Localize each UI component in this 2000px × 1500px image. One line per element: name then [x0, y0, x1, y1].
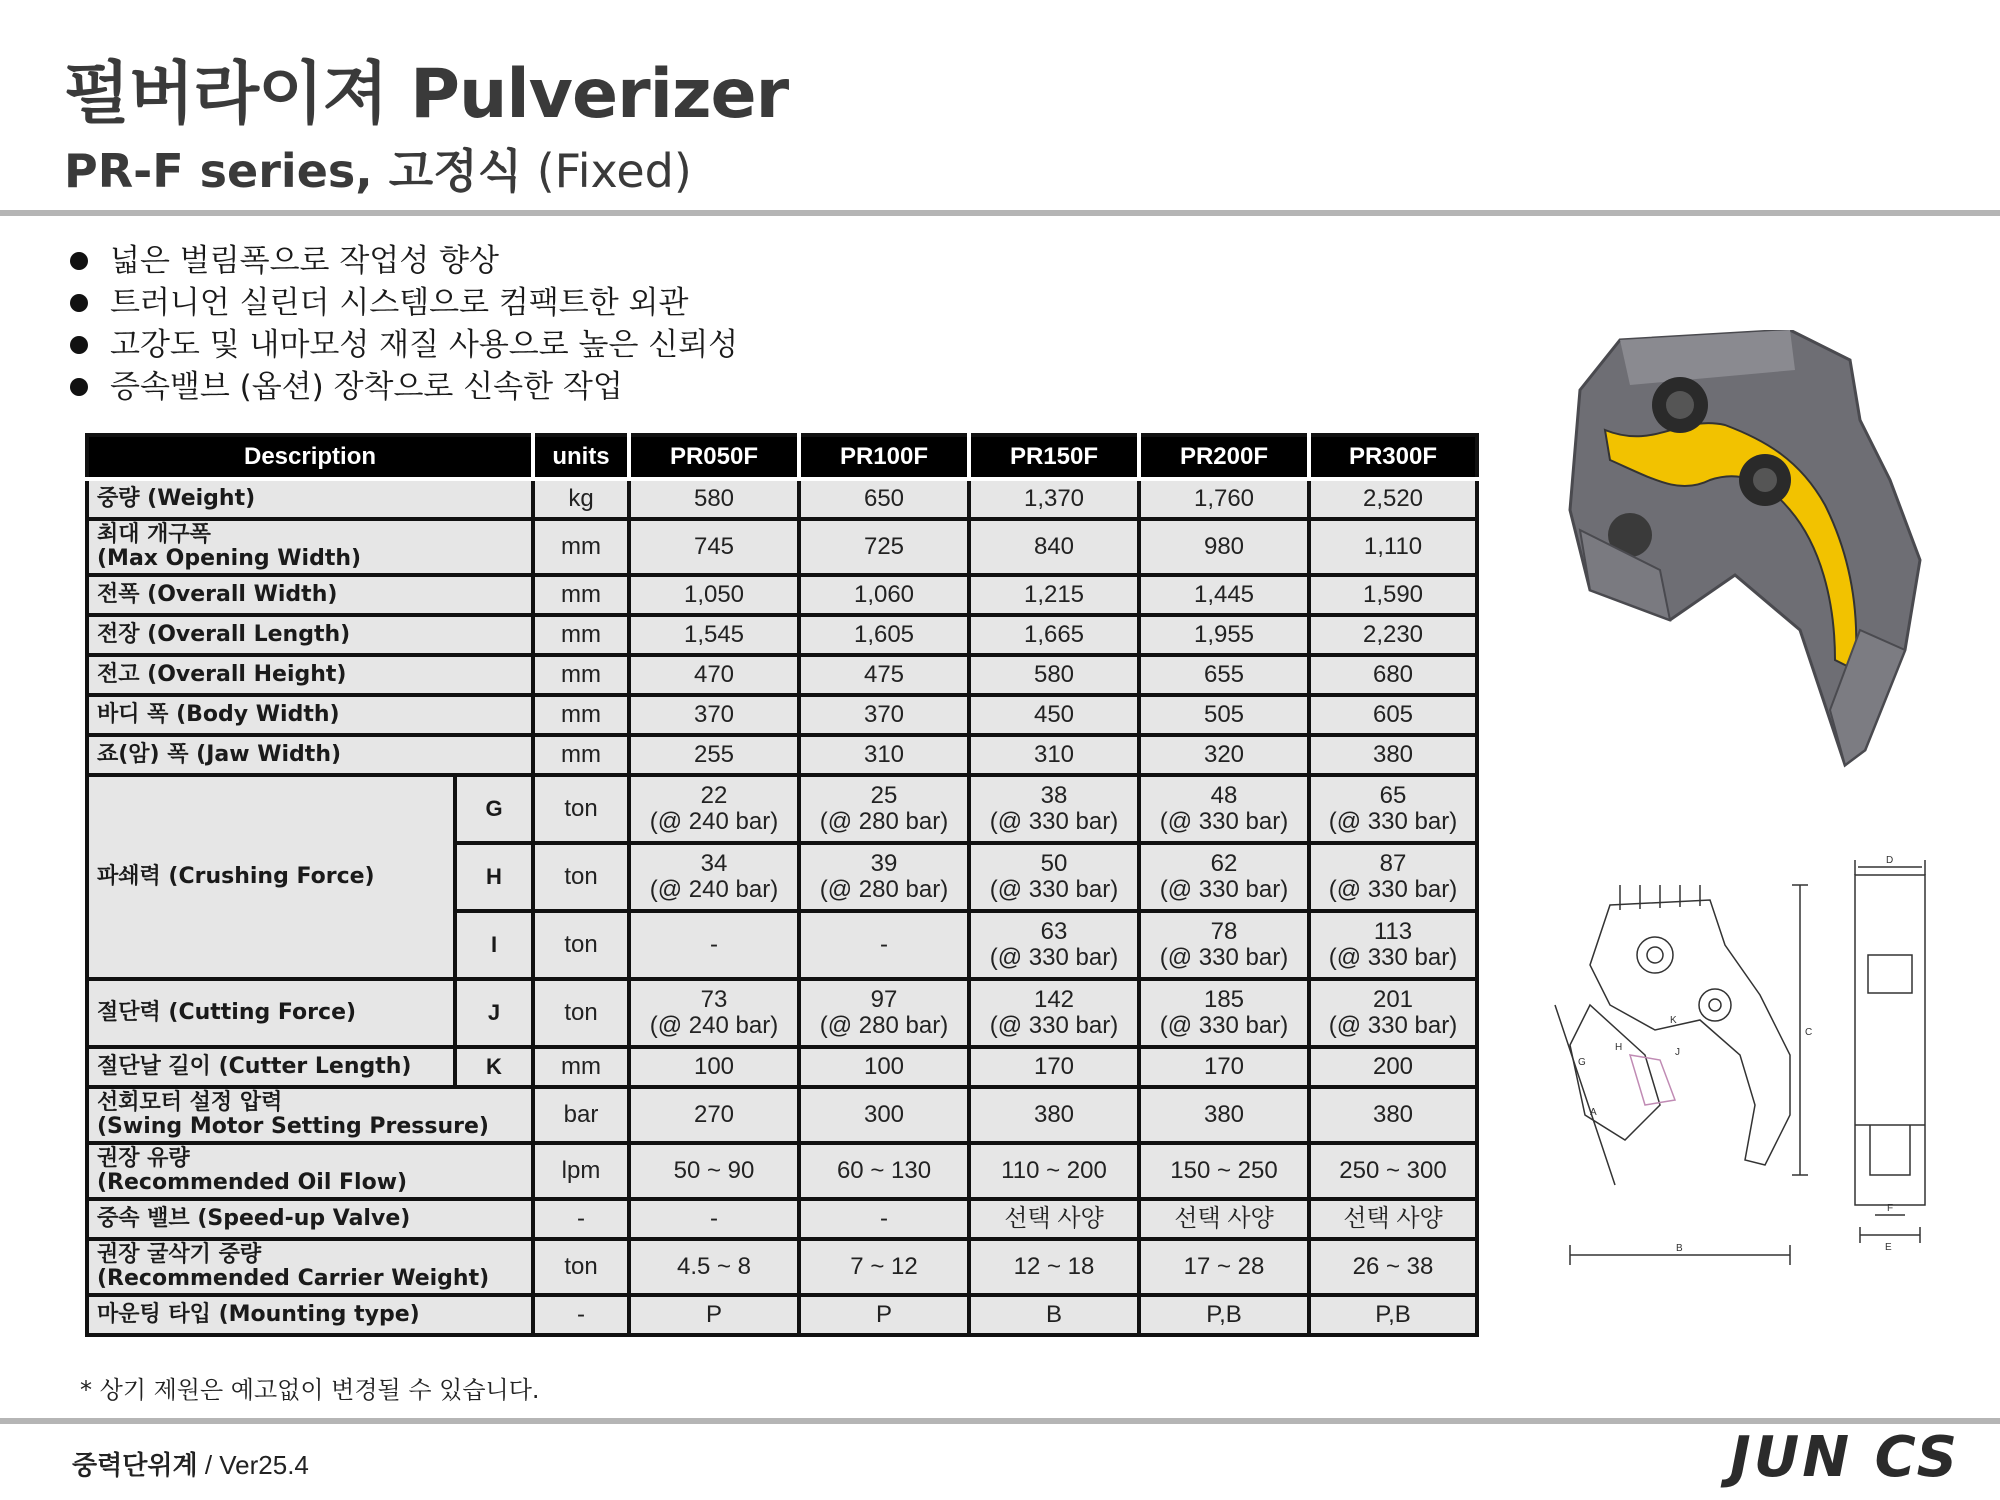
table-row — [87, 1199, 1477, 1239]
table-row — [87, 615, 1477, 655]
cell-value: 110 ~ 200 — [969, 1143, 1139, 1199]
company-logo: JUN CS — [1729, 1425, 1960, 1490]
cell-value: 650 — [799, 479, 969, 519]
header-model: PR300F — [1309, 435, 1477, 479]
row-label: 전고 (Overall Height) — [87, 655, 533, 695]
cell-value: P — [629, 1295, 799, 1335]
cell-value: 380 — [969, 1087, 1139, 1143]
cell-value: 300 — [799, 1087, 969, 1143]
cell-value: 1,955 — [1139, 615, 1309, 655]
cell-value: 87 (@ 330 bar) — [1309, 843, 1477, 911]
cell-value: 201 (@ 330 bar) — [1309, 979, 1477, 1047]
row-unit: kg — [533, 479, 629, 519]
row-code: I — [455, 911, 533, 979]
disclaimer-note: * 상기 제원은 예고없이 변경될 수 있습니다. — [80, 1376, 540, 1404]
cell-value: 50 ~ 90 — [629, 1143, 799, 1199]
cell-value: 65 (@ 330 bar) — [1309, 775, 1477, 843]
drawing-label-f: F — [1887, 1203, 1894, 1214]
drawing-label-d: D — [1886, 855, 1894, 866]
footer-version — [72, 1445, 309, 1482]
drawing-label-b: B — [1676, 1243, 1683, 1254]
footer-divider — [0, 1418, 2000, 1424]
row-code: K — [455, 1047, 533, 1087]
table-row — [87, 775, 1477, 843]
header-description: Description — [87, 435, 533, 479]
subtitle-rest: (Fixed) — [522, 144, 692, 198]
cell-value: - — [629, 1199, 799, 1239]
header-model: PR050F — [629, 435, 799, 479]
table-row — [87, 695, 1477, 735]
cutter-length-label: 절단날 길이 (Cutter Length) — [87, 1047, 455, 1087]
cell-value: 170 — [969, 1047, 1139, 1087]
cell-value: 200 — [1309, 1047, 1477, 1087]
row-label: 마운팅 타입 (Mounting type) — [87, 1295, 533, 1335]
table-row — [87, 1047, 1477, 1087]
cell-value: 1,545 — [629, 615, 799, 655]
header-model: PR100F — [799, 435, 969, 479]
cell-value: 310 — [799, 735, 969, 775]
row-label: 바디 폭 (Body Width) — [87, 695, 533, 735]
cell-value: 12 ~ 18 — [969, 1239, 1139, 1295]
cutting-force-label: 절단력 (Cutting Force) — [87, 979, 455, 1047]
table-row — [87, 1239, 1477, 1295]
row-label: 중량 (Weight) — [87, 479, 533, 519]
row-label: 전장 (Overall Length) — [87, 615, 533, 655]
subtitle-bold: PR-F series, 고정식 — [64, 144, 523, 198]
cell-value: 1,605 — [799, 615, 969, 655]
row-label: 중속 밸브 (Speed-up Valve) — [87, 1199, 533, 1239]
cell-value: 100 — [629, 1047, 799, 1087]
cell-value: 34 (@ 240 bar) — [629, 843, 799, 911]
cell-value: 1,590 — [1309, 575, 1477, 615]
row-unit: - — [533, 1199, 629, 1239]
row-label-ko: 최대 개구폭 — [97, 522, 211, 547]
cell-value: 505 — [1139, 695, 1309, 735]
cell-value: 475 — [799, 655, 969, 695]
cell-value: 320 — [1139, 735, 1309, 775]
header-divider — [0, 210, 2000, 216]
row-code: J — [455, 979, 533, 1047]
drawing-label-a: A — [1590, 1107, 1597, 1118]
row-label: 권장 유량 (Recommended Oil Flow) — [87, 1143, 533, 1199]
drawing-label-k: K — [1670, 1015, 1677, 1026]
cell-value: 17 ~ 28 — [1139, 1239, 1309, 1295]
cell-value: 680 — [1309, 655, 1477, 695]
row-unit: mm — [533, 735, 629, 775]
cell-value: P,B — [1309, 1295, 1477, 1335]
cell-value: 605 — [1309, 695, 1477, 735]
row-unit: mm — [533, 1047, 629, 1087]
table-row — [87, 1295, 1477, 1335]
footer-unit-system: 중력단위계 — [72, 1451, 198, 1481]
row-label-en: (Max Opening Width) — [97, 546, 362, 571]
cell-value: 1,665 — [969, 615, 1139, 655]
cell-value: 1,050 — [629, 575, 799, 615]
cell-value: 26 ~ 38 — [1309, 1239, 1477, 1295]
cell-value: 선택 사양 — [969, 1199, 1139, 1239]
cell-value: 580 — [969, 655, 1139, 695]
row-unit: ton — [533, 775, 629, 843]
cell-value: 1,060 — [799, 575, 969, 615]
crushing-force-label: 파쇄력 (Crushing Force) — [87, 775, 455, 979]
row-unit: mm — [533, 615, 629, 655]
drawing-label-c: C — [1805, 1027, 1813, 1038]
cell-value: 1,445 — [1139, 575, 1309, 615]
cell-value: 255 — [629, 735, 799, 775]
page-title: 펄버라이져 Pulverizer — [64, 55, 789, 134]
cell-value: 310 — [969, 735, 1139, 775]
cell-value: 150 ~ 250 — [1139, 1143, 1309, 1199]
cell-value: P — [799, 1295, 969, 1335]
spec-table — [85, 433, 1479, 1337]
row-unit: mm — [533, 655, 629, 695]
cell-value: 185 (@ 330 bar) — [1139, 979, 1309, 1047]
cell-value: 38 (@ 330 bar) — [969, 775, 1139, 843]
drawing-label-g: G — [1578, 1057, 1586, 1068]
feature-item: 트러니언 실린더 시스템으로 컴팩트한 외관 — [68, 282, 738, 324]
cell-value: 580 — [629, 479, 799, 519]
cell-value: 450 — [969, 695, 1139, 735]
cell-value: 380 — [1309, 1087, 1477, 1143]
drawing-label-e: E — [1885, 1242, 1892, 1253]
cell-value: - — [629, 911, 799, 979]
page-subtitle — [64, 135, 692, 201]
cell-value: 113 (@ 330 bar) — [1309, 911, 1477, 979]
cell-value: 270 — [629, 1087, 799, 1143]
feature-item: 고강도 및 내마모성 재질 사용으로 높은 신뢰성 — [68, 324, 738, 366]
row-label: 선회모터 설정 압력 (Swing Motor Setting Pressure) — [87, 1087, 533, 1143]
cell-value: - — [799, 911, 969, 979]
dimension-drawing — [1550, 855, 1950, 1275]
row-unit: ton — [533, 843, 629, 911]
cell-value: 선택 사양 — [1139, 1199, 1309, 1239]
cell-value: 100 — [799, 1047, 969, 1087]
cell-value: 22 (@ 240 bar) — [629, 775, 799, 843]
footer-version-text: / Ver25.4 — [197, 1450, 309, 1480]
cell-value: 470 — [629, 655, 799, 695]
cell-value: 4.5 ~ 8 — [629, 1239, 799, 1295]
table-row — [87, 735, 1477, 775]
cell-value: 7 ~ 12 — [799, 1239, 969, 1295]
cell-value: 370 — [799, 695, 969, 735]
cell-value: 745 — [629, 519, 799, 575]
table-row — [87, 479, 1477, 519]
cell-value: 655 — [1139, 655, 1309, 695]
header-model: PR150F — [969, 435, 1139, 479]
pulverizer-product-image — [1560, 330, 1980, 770]
cell-value: 1,110 — [1309, 519, 1477, 575]
cell-value: 142 (@ 330 bar) — [969, 979, 1139, 1047]
cell-value: 48 (@ 330 bar) — [1139, 775, 1309, 843]
table-header-row — [87, 435, 1477, 479]
cell-value: 1,370 — [969, 479, 1139, 519]
table-row — [87, 1143, 1477, 1199]
cell-value: B — [969, 1295, 1139, 1335]
cell-value: 62 (@ 330 bar) — [1139, 843, 1309, 911]
row-unit: lpm — [533, 1143, 629, 1199]
row-unit: ton — [533, 911, 629, 979]
table-row — [87, 519, 1477, 575]
row-label — [87, 519, 533, 575]
cell-value: 980 — [1139, 519, 1309, 575]
cell-value: 63 (@ 330 bar) — [969, 911, 1139, 979]
feature-list — [68, 240, 738, 408]
row-unit: mm — [533, 575, 629, 615]
cell-value: 97 (@ 280 bar) — [799, 979, 969, 1047]
feature-item: 증속밸브 (옵션) 장착으로 신속한 작업 — [68, 366, 738, 408]
cell-value: 25 (@ 280 bar) — [799, 775, 969, 843]
drawing-label-j: J — [1675, 1047, 1680, 1058]
cell-value: 39 (@ 280 bar) — [799, 843, 969, 911]
row-unit: bar — [533, 1087, 629, 1143]
row-unit: - — [533, 1295, 629, 1335]
cell-value: 50 (@ 330 bar) — [969, 843, 1139, 911]
row-unit: ton — [533, 979, 629, 1047]
row-unit: ton — [533, 1239, 629, 1295]
row-label: 전폭 (Overall Width) — [87, 575, 533, 615]
cell-value: 73 (@ 240 bar) — [629, 979, 799, 1047]
cell-value: P,B — [1139, 1295, 1309, 1335]
cell-value: 1,215 — [969, 575, 1139, 615]
header-model: PR200F — [1139, 435, 1309, 479]
cell-value: 78 (@ 330 bar) — [1139, 911, 1309, 979]
row-unit: mm — [533, 695, 629, 735]
table-row — [87, 1087, 1477, 1143]
row-unit: mm — [533, 519, 629, 575]
cell-value: 840 — [969, 519, 1139, 575]
cell-value: 선택 사양 — [1309, 1199, 1477, 1239]
row-label: 권장 굴삭기 중량 (Recommended Carrier Weight) — [87, 1239, 533, 1295]
cell-value: 370 — [629, 695, 799, 735]
cell-value: 1,760 — [1139, 479, 1309, 519]
table-row — [87, 575, 1477, 615]
cell-value: 2,520 — [1309, 479, 1477, 519]
cell-value: 250 ~ 300 — [1309, 1143, 1477, 1199]
cell-value: 170 — [1139, 1047, 1309, 1087]
cell-value: 725 — [799, 519, 969, 575]
cell-value: - — [799, 1199, 969, 1239]
row-label: 죠(암) 폭 (Jaw Width) — [87, 735, 533, 775]
cell-value: 60 ~ 130 — [799, 1143, 969, 1199]
cell-value: 380 — [1309, 735, 1477, 775]
feature-item: 넓은 벌림폭으로 작업성 향상 — [68, 240, 738, 282]
header-units: units — [533, 435, 629, 479]
drawing-label-h: H — [1615, 1042, 1623, 1053]
cell-value: 2,230 — [1309, 615, 1477, 655]
table-row — [87, 979, 1477, 1047]
row-code: G — [455, 775, 533, 843]
cell-value: 380 — [1139, 1087, 1309, 1143]
row-code: H — [455, 843, 533, 911]
table-row — [87, 655, 1477, 695]
